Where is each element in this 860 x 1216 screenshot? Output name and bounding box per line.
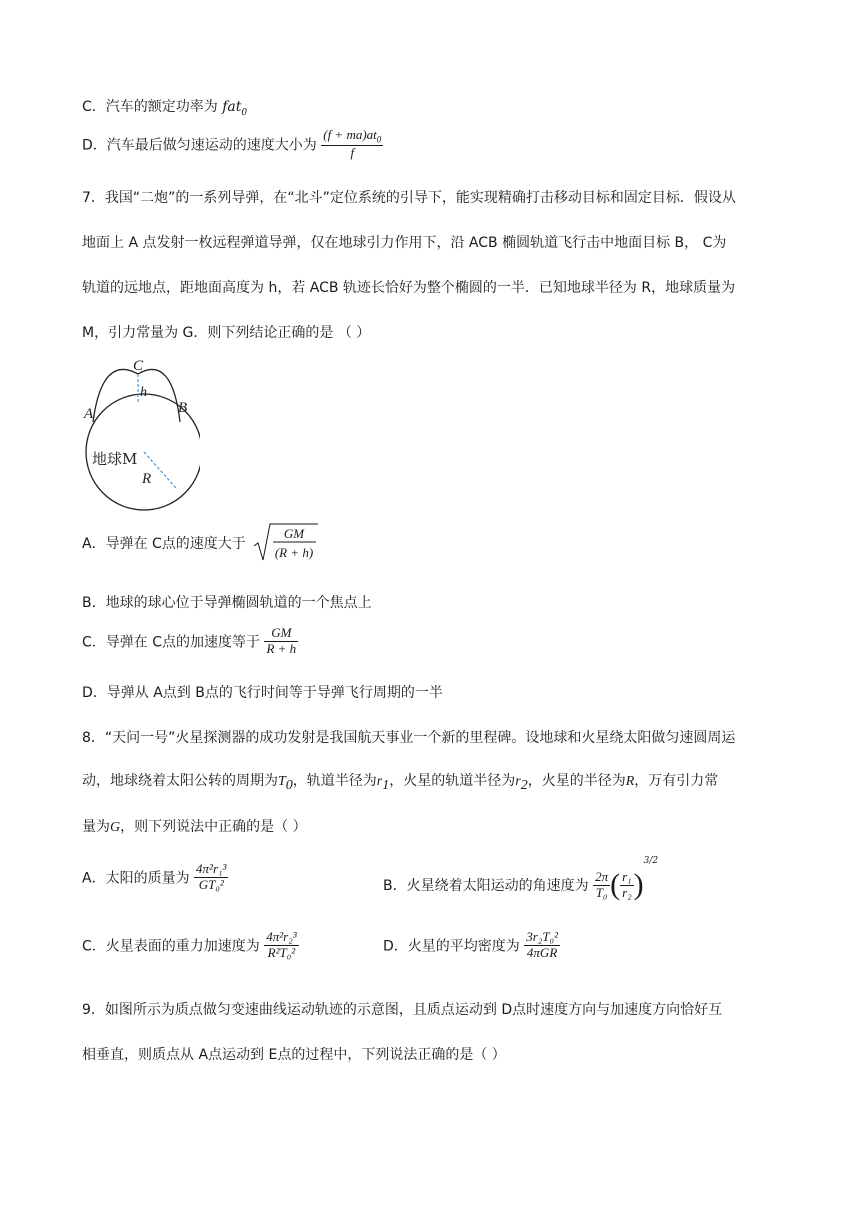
q8-option-b: B．火星绕着太阳运动的角速度为 $\frac{2\pi}{\text{T₀}}$ ( $\frac{\text{r₁}}{\text{r₂}}$ )$^{3/2}$ (383, 856, 659, 901)
label-c: C (133, 358, 144, 374)
q7-option-c (82, 626, 298, 657)
q6-option-d (82, 128, 383, 161)
symbol-t0: T (278, 774, 286, 789)
q7-option-c-fraction: $\frac{GM}{R + h}$ (266, 625, 297, 656)
q6-option-c-text: C．汽车的额定功率为 (82, 99, 223, 115)
orbit-diagram (80, 352, 200, 512)
q8-line-2: 动，地球绕着太阳公转的周期为$T_0$，轨道半径为$r_1$，火星的轨道半径为$r_2$，火星的半径为R，万有引力常 (82, 773, 719, 793)
q7-line-4: M，引力常量为 G．则下列结论正确的是 （ ） (82, 325, 371, 341)
q8-line-3: 量为G，则下列说法中正确的是（ ） (82, 819, 307, 835)
q9-line-2: 相垂直，则质点从 A点运动到 E点的过程中，下列说法正确的是（ ） (82, 1047, 506, 1063)
label-b: B (178, 400, 188, 416)
q8-option-c (82, 930, 299, 961)
q8-option-b-inner-fraction: $\frac{\text{r₁}}{\text{r₂}}$ (622, 868, 632, 900)
q7-option-a-text: A．导弹在 C点的速度大于 (82, 536, 246, 552)
q8-option-b-fraction: $\frac{2\pi}{\text{T₀}}$ (595, 868, 609, 900)
q8-option-a-fraction: $\frac{\text{4π²r₁³}}{\text{GT₀²}}$ (196, 861, 227, 892)
q7-option-b: B．地球的球心位于导弹椭圆轨道的一个焦点上 (82, 595, 372, 611)
q8-option-a (82, 862, 228, 893)
q9-line-1: 9．如图所示为质点做匀变速曲线运动轨迹的示意图，且质点运动到 D点时速度方向与加速度方向恰好互 (82, 1002, 723, 1018)
q6-option-d-fraction: $\frac{(f + ma)at_0}{f}$ (323, 127, 382, 160)
q7-line-2: 地面上 A 点发射一枚远程弹道导弹，仅在地球引力作用下，沿 ACB 椭圆轨道飞行击中地面目标 B， C为 (82, 235, 727, 251)
q8-option-b-exponent: 3/2 (643, 856, 659, 866)
label-a: A (84, 406, 94, 422)
elliptical-orbit (93, 369, 180, 422)
label-r: R (142, 471, 152, 487)
symbol-r1: r (376, 774, 383, 789)
q8-option-d-text: D．火星的平均密度为 (383, 938, 520, 955)
q7-line-1: 7．我国“二炮”的一系列导弹，在“北斗”定位系统的引导下，能实现精确打击移动目标和固定目标．假设从 (82, 190, 736, 206)
q7-option-a (82, 522, 320, 564)
q7-option-d: D．导弹从 A点到 B点的飞行时间等于导弹飞行周期的一半 (82, 685, 443, 701)
q6-option-d-text: D．汽车最后做匀速运动的速度大小为 (82, 137, 317, 154)
symbol-r: R (625, 774, 635, 789)
q8-line-1: 8．“天问一号”火星探测器的成功发射是我国航天事业一个新的里程碑。设地球和火星绕太阳做匀速圆周运 (82, 730, 736, 746)
label-earth: 地球M (92, 450, 138, 468)
svg-text:GM: GM (284, 526, 305, 541)
svg-text:(R + h): (R + h) (275, 545, 314, 560)
q6-option-c-formula: fat (222, 99, 242, 115)
q8-option-d (383, 930, 560, 961)
q8-option-b-text: B．火星绕着太阳运动的角速度为 (383, 878, 589, 894)
symbol-r2: r (515, 774, 521, 789)
q7-line-3: 轨道的远地点，距地面高度为 h，若 ACB 轨迹长恰好为整个椭圆的一半．已知地球半径为 R，地球质量为 (82, 280, 736, 296)
q8-option-d-fraction: $\frac{\text{3r₂T₀²}}{\text{4πGR}}$ (526, 929, 558, 960)
q8-option-a-text: A．太阳的质量为 (82, 870, 190, 887)
symbol-g: G (110, 820, 121, 835)
q8-option-c-fraction: $\frac{\text{4π²r₂³}}{\text{R²T₀²}}$ (266, 929, 297, 960)
label-h: h (140, 385, 147, 400)
q7-option-c-text: C．导弹在 C点的加速度等于 (82, 634, 261, 651)
q7-option-a-sqrt (250, 522, 320, 564)
q6-option-c: C．汽车的额定功率为 fat$_0$ (82, 99, 248, 118)
q8-option-c-text: C．火星表面的重力加速度为 (82, 938, 260, 955)
